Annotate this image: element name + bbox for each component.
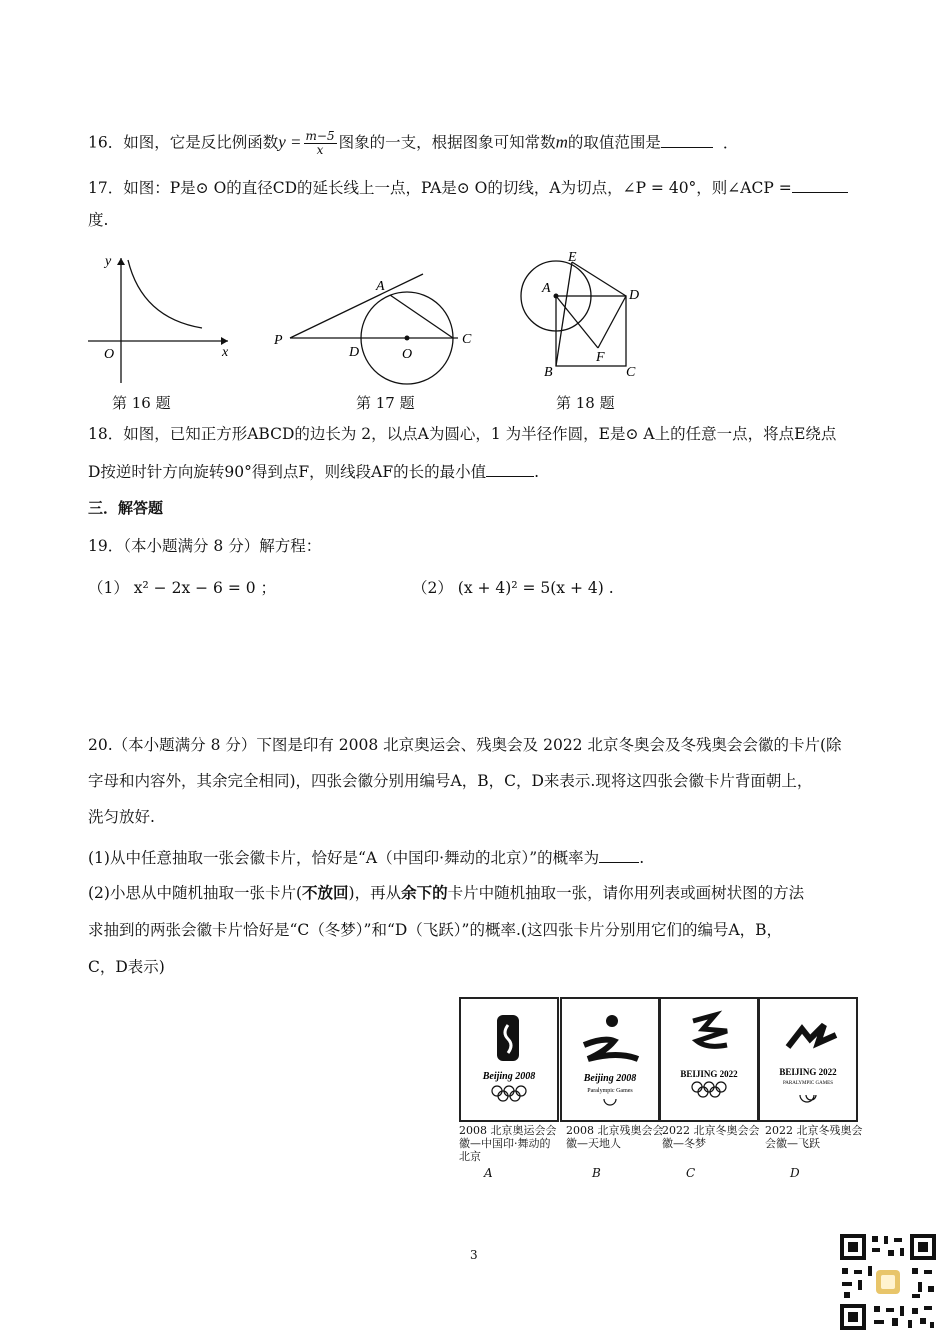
q18-line1: 18．如图，已知正方形ABCD的边长为 2，以点A为圆心，1 为半径作圆，E是⊙ A上的任意一点，将点E绕点 bbox=[88, 425, 837, 443]
q20-sub1-text: (1)从中任意抽取一张会徽卡片，恰好是“A（中国印·舞动的北京）”的概率为 bbox=[88, 849, 600, 867]
fig16-y-label: y bbox=[105, 254, 112, 269]
fig18-label-f: F bbox=[596, 350, 605, 365]
q16-m: m bbox=[555, 132, 568, 152]
card-a bbox=[459, 997, 559, 1122]
card-b-letter: B bbox=[592, 1166, 601, 1180]
card-b-logo-text: Beijing 2008 bbox=[583, 1073, 637, 1084]
fig18-label-d: D bbox=[629, 288, 640, 303]
q18-end: . bbox=[534, 463, 540, 481]
fig18-label-b: B bbox=[544, 365, 553, 380]
agitos-icon bbox=[800, 1095, 816, 1102]
card-d-logo-text: BEIJING 2022 bbox=[779, 1067, 837, 1077]
page-number: 3 bbox=[470, 1248, 478, 1262]
card-c bbox=[659, 997, 759, 1122]
fig16-x-label: x bbox=[222, 345, 229, 360]
q20-line7: C，D表示) bbox=[88, 958, 165, 976]
fig18-line-be bbox=[556, 262, 572, 366]
fig16-curve bbox=[128, 260, 202, 328]
fig18-line-ed bbox=[572, 262, 626, 296]
q19-part2: （2） (x + 4)² = 5(x + 4) . bbox=[412, 579, 614, 597]
fig17-label-c: C bbox=[462, 332, 472, 347]
fig16-y-arrow bbox=[117, 258, 125, 265]
head-icon bbox=[606, 1015, 618, 1027]
fig17-label-o: O bbox=[402, 347, 413, 362]
q17-text: 17．如图：P是⊙ O的直径CD的延长线上一点，PA是⊙ O的切线，A为切点，∠P = 40°，则∠ACP = bbox=[88, 179, 792, 197]
card-d-caption: 2022 北京冬残奥会会徽—飞跃 bbox=[765, 1124, 863, 1150]
fig16-origin-label: O bbox=[104, 347, 115, 362]
card-b-caption: 2008 北京残奥会会徽—天地人 bbox=[566, 1124, 664, 1150]
q20-line3: 洗匀放好. bbox=[88, 808, 155, 826]
olympic-rings-icon bbox=[692, 1082, 726, 1097]
fig17-label-d: D bbox=[349, 345, 360, 360]
q18-answer-blank bbox=[486, 460, 534, 477]
q16-frac-num: m−5 bbox=[305, 129, 335, 143]
winter-dream-icon bbox=[693, 1015, 727, 1046]
fig17-label-p: P bbox=[274, 333, 283, 348]
card-c-emblem bbox=[661, 999, 757, 1120]
card-b-emblem bbox=[562, 999, 658, 1120]
fig17-chord-ac bbox=[390, 295, 453, 338]
q18-text: D按逆时针方向旋转90°得到点F，则线段AF的长的最小值 bbox=[88, 463, 487, 481]
fig18-label-e: E bbox=[568, 250, 577, 265]
q20-sub2-bold1: 不放回 bbox=[302, 884, 349, 902]
section-heading: 三．解答题 bbox=[88, 499, 164, 517]
card-d bbox=[758, 997, 858, 1122]
q16-suffix: 图象的一支，根据图象可知常数 bbox=[338, 133, 556, 152]
figures-row bbox=[80, 248, 660, 388]
fig17-label-a: A bbox=[376, 279, 385, 294]
card-d-sub-text: PARALYMPIC GAMES bbox=[782, 1081, 834, 1086]
q20-line1: 20.（本小题满分 8 分）下图是印有 2008 北京奥运会、残奥会及 2022 北京冬奥会及冬残奥会会徽的卡片(除 bbox=[88, 736, 842, 754]
q16-y: y = bbox=[278, 132, 302, 152]
q16-frac-den: x bbox=[316, 143, 324, 157]
q16-line bbox=[88, 130, 738, 157]
q18-line2 bbox=[88, 460, 539, 482]
q20-sub2-a: (2)小思从中随机抽取一张卡片( bbox=[88, 884, 303, 902]
fig18-line-fd bbox=[598, 296, 626, 348]
q19-part1: （1） x² − 2x − 6 = 0 ； bbox=[88, 579, 277, 597]
qr-code-icon[interactable] bbox=[838, 1232, 938, 1332]
fig18-graph bbox=[521, 250, 639, 380]
q19-title: 19．（本小题满分 8 分）解方程： bbox=[88, 537, 322, 555]
q20-sub2 bbox=[88, 883, 804, 903]
card-d-emblem bbox=[760, 999, 856, 1120]
q16-text: 16．如图，它是反比例函数 bbox=[88, 133, 279, 152]
card-b bbox=[560, 997, 660, 1122]
q17-answer-blank bbox=[792, 176, 848, 193]
fig16-x-arrow bbox=[221, 337, 228, 345]
fig17-tangent bbox=[290, 274, 423, 338]
fig17-caption: 第 17 题 bbox=[356, 394, 415, 412]
card-a-caption: 2008 北京奥运会会徽—中国印·舞动的北京 bbox=[459, 1124, 557, 1163]
card-a-logo-text: Beijing 2008 bbox=[482, 1071, 536, 1082]
q20-line2: 字母和内容外，其余完全相同)，四张会徽分别用编号A，B，C，D来表示.现将这四张会徽卡片背面朝上， bbox=[88, 772, 813, 790]
fig18-caption: 第 18 题 bbox=[556, 394, 615, 412]
fig18-label-c: C bbox=[626, 365, 636, 380]
fig18-square bbox=[556, 296, 626, 366]
q20-sub1-end: . bbox=[639, 849, 645, 867]
agitos-icon bbox=[604, 1099, 616, 1105]
q16-suffix2: 的取值范围是 bbox=[567, 133, 661, 152]
figure-icon bbox=[584, 1040, 638, 1059]
card-d-letter: D bbox=[790, 1166, 800, 1180]
leap-icon bbox=[788, 1025, 836, 1047]
q16-end: ． bbox=[722, 133, 739, 152]
q20-sub2-b: )，再从 bbox=[348, 884, 402, 902]
card-b-sub-text: Paralympic Games bbox=[587, 1088, 633, 1094]
olympic-rings-icon bbox=[492, 1086, 526, 1101]
card-c-letter: C bbox=[686, 1166, 696, 1180]
q16-fraction bbox=[304, 130, 337, 157]
q16-answer-blank bbox=[661, 131, 713, 148]
q17-line1 bbox=[88, 176, 848, 198]
q17-line2: 度. bbox=[88, 211, 109, 229]
q20-sub2-bold2: 余下的 bbox=[401, 884, 448, 902]
q20-sub2-c: 卡片中随机抽取一张，请你用列表或画树状图的方法 bbox=[447, 884, 805, 902]
fig16-caption: 第 16 题 bbox=[112, 394, 171, 412]
fig16-graph bbox=[88, 254, 229, 383]
card-c-logo-text: BEIJING 2022 bbox=[680, 1069, 738, 1079]
fig18-label-a: A bbox=[542, 281, 551, 296]
fig17-center-dot bbox=[405, 336, 410, 341]
card-a-letter: A bbox=[484, 1166, 493, 1180]
q20-line6: 求抽到的两张会徽卡片恰好是“C（冬梦）”和“D（飞跃）”的概率.(这四张卡片分别用它们的编号A，B， bbox=[88, 921, 783, 939]
card-c-caption: 2022 北京冬奥会会徽—冬梦 bbox=[662, 1124, 760, 1150]
q20-sub1 bbox=[88, 846, 644, 868]
q20-answer-blank bbox=[599, 846, 639, 863]
card-a-emblem bbox=[461, 999, 557, 1120]
fig18-center-dot bbox=[554, 294, 559, 299]
fig17-graph bbox=[273, 274, 472, 384]
